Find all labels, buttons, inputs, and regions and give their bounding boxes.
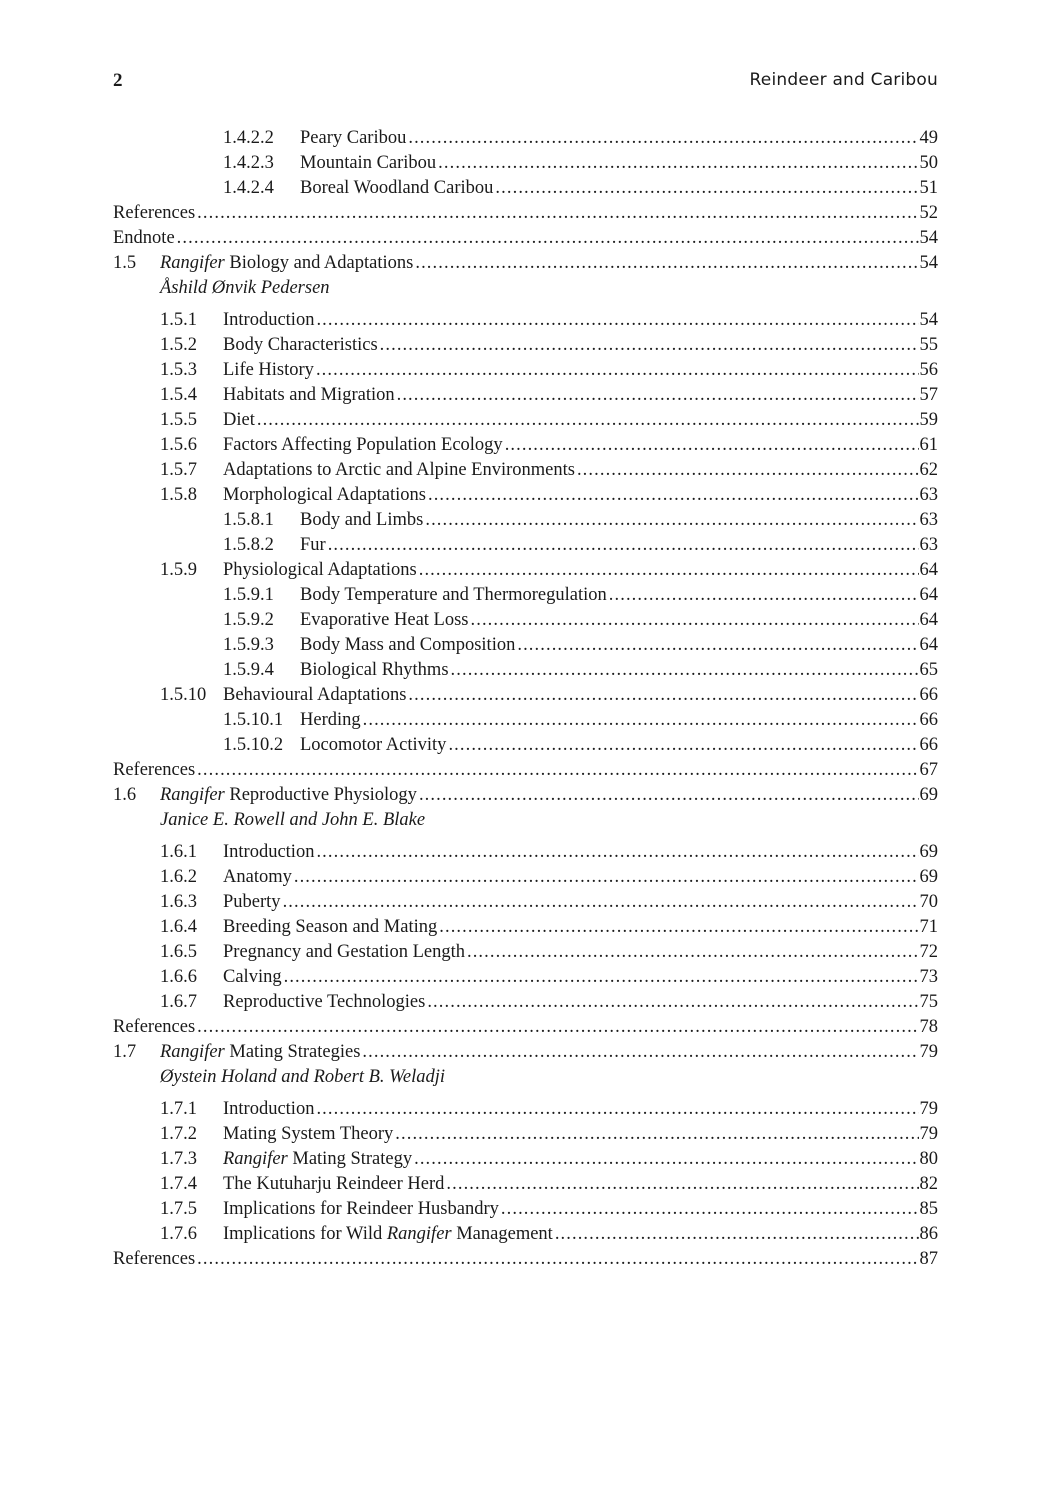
page-reference: 52 [919,203,938,223]
page-reference: 54 [919,253,938,273]
toc-entry [113,483,938,508]
section-number: 1.6.5 [160,942,197,962]
toc-entry [113,251,938,276]
page-reference: 79 [919,1099,938,1119]
section-title [223,683,408,708]
section-number: 1.5.7 [160,460,197,480]
dot-leader [555,1222,919,1247]
title-text: References [113,203,196,223]
dot-leader [425,508,918,533]
dot-leader [467,940,919,965]
section-title [223,915,439,940]
dot-leader [427,990,918,1015]
section-title [223,940,467,965]
page-reference: 82 [919,1174,938,1194]
toc-entry [113,758,938,783]
section-title [300,533,328,558]
dot-leader [316,1097,918,1122]
section-number: 1.5.8.1 [223,510,274,530]
toc-entry [113,226,938,251]
toc-entry [113,1097,938,1122]
title-text: Morphological Adaptations [223,485,426,505]
toc-entry [113,940,938,965]
title-prefix: Implications for Wild [223,1224,387,1244]
page-reference: 64 [919,610,938,630]
page-number: 2 [113,70,123,91]
toc-entry [113,151,938,176]
section-number: 1.5.9 [160,560,197,580]
title-text: Habitats and Migration [223,385,395,405]
title-text: Herding [300,710,361,730]
toc-entry [113,558,938,583]
section-title [300,633,517,658]
page-reference: 72 [919,942,938,962]
toc-entry [113,990,938,1015]
toc-entry [113,126,938,151]
dot-leader [501,1197,919,1222]
title-text: Mating Strategy [287,1149,413,1169]
section-number: 1.5.9.4 [223,660,274,680]
dot-leader [362,1040,918,1065]
author-name: Janice E. Rowell and John E. Blake [160,810,426,830]
dot-leader [471,608,919,633]
section-title [300,126,408,151]
toc-entry [113,965,938,990]
toc-entry [113,1015,938,1040]
section-number: 1.7.2 [160,1124,197,1144]
title-text: Mating Strategies [224,1042,361,1062]
toc-entry [113,358,938,383]
section-title [223,1122,395,1147]
section-title [300,151,438,176]
title-text: References [113,1017,196,1037]
section-number: 1.5.10.2 [223,735,284,755]
section-number: 1.6.6 [160,967,197,987]
section-title [223,1147,414,1172]
page-reference: 63 [919,510,938,530]
section-title [223,483,428,508]
dot-leader [395,1122,918,1147]
section-number: 1.5.10.1 [223,710,284,730]
section-number: 1.5.1 [160,310,197,330]
section-title [160,1040,362,1065]
section-number: 1.7.3 [160,1149,197,1169]
section-title [223,1172,446,1197]
toc-entry [113,840,938,865]
toc-entry [113,608,938,633]
title-text: Fur [300,535,326,555]
section-title [223,558,419,583]
dot-leader [316,358,919,383]
section-title [113,226,177,251]
section-title [300,176,495,201]
toc-entry [113,333,938,358]
toc-entry [113,458,938,483]
dot-leader [408,126,918,151]
toc-entry [113,1172,938,1197]
page-reference: 63 [919,535,938,555]
dot-leader [197,758,918,783]
title-text: Biological Rhythms [300,660,449,680]
page-reference: 79 [919,1042,938,1062]
toc-entry [113,733,938,758]
page-reference: 66 [919,710,938,730]
page-header [113,70,938,96]
section-title [223,308,316,333]
title-text: Body Characteristics [223,335,378,355]
toc-entry [113,201,938,226]
page-reference: 66 [919,685,938,705]
dot-leader [363,708,919,733]
title-italic: Rangifer [386,1224,452,1244]
page-reference: 79 [919,1124,938,1144]
page-reference: 85 [919,1199,938,1219]
table-of-contents [113,126,938,1272]
section-number: 1.6 [113,785,137,805]
toc-entry [113,1247,938,1272]
title-text: Behavioural Adaptations [223,685,407,705]
dot-leader [397,383,919,408]
section-title [223,383,397,408]
page-reference: 69 [919,867,938,887]
toc-entry [113,308,938,333]
dot-leader [197,201,918,226]
section-number: 1.5.9.2 [223,610,274,630]
section-number: 1.5.8 [160,485,197,505]
page-reference: 87 [919,1249,938,1269]
section-title [223,965,284,990]
title-text: Introduction [223,842,315,862]
section-number: 1.6.3 [160,892,197,912]
toc-entry [113,583,938,608]
section-title [113,1015,197,1040]
dot-leader [316,840,918,865]
dot-leader [505,433,919,458]
section-number: 1.6.2 [160,867,197,887]
title-text: Puberty [223,892,281,912]
title-text: References [113,760,196,780]
title-text: Diet [223,410,255,430]
dot-leader [415,251,918,276]
toc-entry [113,176,938,201]
section-number: 1.5.3 [160,360,197,380]
page-reference: 69 [919,785,938,805]
title-text: Peary Caribou [300,128,407,148]
dot-leader [419,783,919,808]
section-title [223,433,505,458]
page-reference: 64 [919,560,938,580]
toc-author [113,808,938,833]
dot-leader [577,458,919,483]
dot-leader [451,658,919,683]
section-title [223,408,257,433]
title-italic: Rangifer [160,785,225,805]
section-title [300,583,609,608]
section-title [223,865,294,890]
page-reference: 65 [919,660,938,680]
dot-leader [517,633,918,658]
page-reference: 86 [919,1224,938,1244]
dot-leader [197,1015,918,1040]
toc-entry [113,533,938,558]
title-text: Reproductive Physiology [224,785,417,805]
title-text: Management [451,1224,553,1244]
dot-leader [495,176,918,201]
section-number: 1.5.2 [160,335,197,355]
title-italic: Rangifer [160,253,225,273]
section-number: 1.4.2.4 [223,178,274,198]
section-title [223,1222,555,1247]
toc-author [113,276,938,301]
title-text: The Kutuharju Reindeer Herd [223,1174,445,1194]
section-title [300,708,363,733]
section-number: 1.5.9.1 [223,585,274,605]
section-number: 1.5.5 [160,410,197,430]
dot-leader [380,333,919,358]
page-reference: 57 [919,385,938,405]
section-title [113,758,197,783]
toc-entry [113,890,938,915]
section-title [300,658,451,683]
title-italic: Rangifer [223,1149,288,1169]
page-reference: 75 [919,992,938,1012]
page-reference: 64 [919,635,938,655]
title-text: Endnote [113,228,175,248]
section-number: 1.4.2.3 [223,153,274,173]
page-reference: 55 [919,335,938,355]
section-number: 1.7.4 [160,1174,197,1194]
section-title [300,508,425,533]
dot-leader [408,683,918,708]
section-title [223,840,316,865]
dot-leader [284,965,919,990]
toc-entry [113,1147,938,1172]
toc-entry [113,708,938,733]
page-reference: 80 [919,1149,938,1169]
title-italic: Rangifer [160,1042,225,1062]
toc-entry [113,1122,938,1147]
section-title [160,251,415,276]
title-text: Breeding Season and Mating [223,917,438,937]
page-reference: 54 [919,310,938,330]
page-reference: 67 [919,760,938,780]
toc-entry [113,915,938,940]
section-number: 1.7.6 [160,1224,197,1244]
toc-entry [113,658,938,683]
section-number: 1.7 [113,1042,137,1062]
dot-leader [197,1247,918,1272]
title-text: Implications for Reindeer Husbandry [223,1199,499,1219]
title-text: Calving [223,967,282,987]
title-text: Physiological Adaptations [223,560,417,580]
dot-leader [609,583,919,608]
title-text: Mating System Theory [223,1124,394,1144]
title-text: Life History [223,360,314,380]
section-title [160,783,419,808]
toc-entry [113,433,938,458]
page-reference: 49 [919,128,938,148]
page-reference: 71 [919,917,938,937]
dot-leader [428,483,919,508]
section-number: 1.7.1 [160,1099,197,1119]
page-reference: 56 [919,360,938,380]
section-number: 1.6.4 [160,917,197,937]
page-reference: 62 [919,460,938,480]
toc-entry [113,508,938,533]
title-text: Pregnancy and Gestation Length [223,942,465,962]
dot-leader [316,308,918,333]
toc-entry [113,865,938,890]
section-number: 1.6.7 [160,992,197,1012]
page-reference: 69 [919,842,938,862]
title-text: Locomotor Activity [300,735,447,755]
toc-entry [113,1040,938,1065]
title-text: Body Temperature and Thermoregulation [300,585,607,605]
title-text: Introduction [223,310,315,330]
dot-leader [283,890,919,915]
toc-entry [113,783,938,808]
title-text: Body Mass and Composition [300,635,516,655]
title-text: Mountain Caribou [300,153,437,173]
toc-entry [113,383,938,408]
dot-leader [414,1147,918,1172]
page-reference: 51 [919,178,938,198]
page-reference: 78 [919,1017,938,1037]
section-number: 1.5.9.3 [223,635,274,655]
title-text: Biology and Adaptations [224,253,414,273]
section-title [223,1097,316,1122]
section-number: 1.5.4 [160,385,197,405]
page-reference: 70 [919,892,938,912]
section-title [223,890,283,915]
title-text: Adaptations to Arctic and Alpine Environments [223,460,575,480]
title-text: Reproductive Technologies [223,992,426,1012]
title-text: Boreal Woodland Caribou [300,178,494,198]
page-reference: 73 [919,967,938,987]
section-number: 1.5 [113,253,137,273]
section-number: 1.5.6 [160,435,197,455]
dot-leader [328,533,919,558]
toc-entry [113,683,938,708]
author-name: Øystein Holand and Robert B. Weladji [160,1067,446,1087]
toc-entry [113,408,938,433]
title-text: Anatomy [223,867,292,887]
section-number: 1.5.8.2 [223,535,274,555]
dot-leader [177,226,919,251]
title-text: Introduction [223,1099,315,1119]
section-number: 1.6.1 [160,842,197,862]
section-title [300,733,448,758]
title-text: Evaporative Heat Loss [300,610,469,630]
page-reference: 64 [919,585,938,605]
section-title [223,358,316,383]
page-reference: 61 [919,435,938,455]
page-reference: 66 [919,735,938,755]
section-title [300,608,471,633]
dot-leader [294,865,919,890]
dot-leader [438,151,918,176]
dot-leader [257,408,919,433]
title-text: References [113,1249,196,1269]
section-number: 1.5.10 [160,685,207,705]
dot-leader [448,733,918,758]
section-title [223,333,380,358]
dot-leader [419,558,919,583]
title-text: Body and Limbs [300,510,424,530]
running-head: Reindeer and Caribou [749,70,938,90]
section-title [113,1247,197,1272]
title-text: Factors Affecting Population Ecology [223,435,503,455]
page-reference: 63 [919,485,938,505]
toc-entry [113,1197,938,1222]
section-title [223,1197,501,1222]
section-title [223,990,427,1015]
toc-author [113,1065,938,1090]
dot-leader [446,1172,918,1197]
section-title [113,201,197,226]
section-number: 1.4.2.2 [223,128,274,148]
toc-entry [113,633,938,658]
toc-entry [113,1222,938,1247]
section-title [223,458,577,483]
dot-leader [439,915,918,940]
page-reference: 59 [919,410,938,430]
author-name: Åshild Ønvik Pedersen [160,278,330,298]
page-reference: 50 [919,153,938,173]
page-reference: 54 [919,228,938,248]
section-number: 1.7.5 [160,1199,197,1219]
